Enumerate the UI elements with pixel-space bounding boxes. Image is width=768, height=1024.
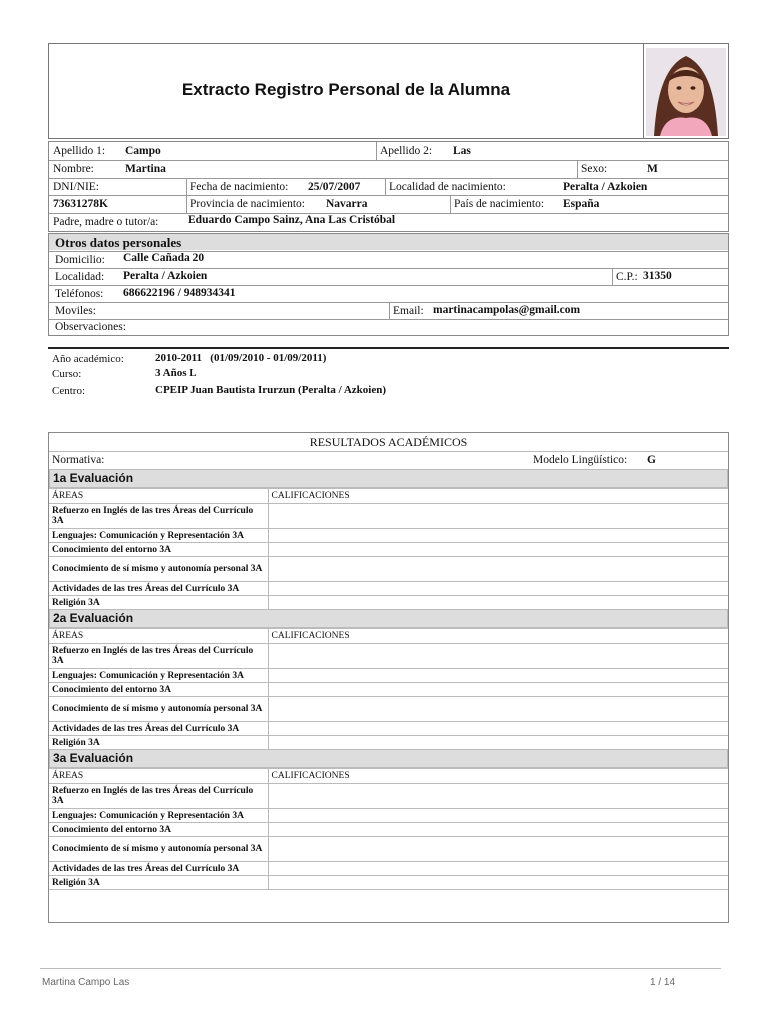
email-label: Email: xyxy=(393,305,424,317)
areas-header: ÁREAS xyxy=(49,629,268,644)
pais-label: País de nacimiento: xyxy=(454,198,545,210)
curso-label: Curso: xyxy=(52,368,82,380)
sexo-label: Sexo: xyxy=(581,163,608,175)
anio-label: Año académico: xyxy=(52,353,124,365)
footer-name: Martina Campo Las xyxy=(42,977,130,988)
table-row xyxy=(49,837,728,862)
table-row xyxy=(49,683,728,697)
cp-label: C.P.: xyxy=(616,271,638,283)
student-photo xyxy=(646,48,726,136)
sexo-value: M xyxy=(647,163,658,175)
grade-cell xyxy=(268,644,728,669)
table-row xyxy=(49,644,728,669)
eval-heading: 1a Evaluación xyxy=(49,470,728,488)
padres-value: Eduardo Campo Sainz, Ana Las Cristóbal xyxy=(188,214,396,226)
normativa-label: Normativa: xyxy=(52,454,105,466)
nombre-label: Nombre: xyxy=(53,163,94,175)
table-row xyxy=(49,529,728,543)
apellido1-label: Apellido 1: xyxy=(53,145,106,157)
areas-header: ÁREAS xyxy=(49,769,268,784)
otros-datos-box xyxy=(48,233,729,336)
apellido2-label: Apellido 2: xyxy=(380,145,433,157)
grade-cell xyxy=(268,683,728,697)
apellido2-value: Las xyxy=(453,145,471,157)
area-name: Refuerzo en Inglés de las tres Áreas del Currículo 3A xyxy=(49,784,268,809)
calificaciones-header: CALIFICACIONES xyxy=(268,629,728,644)
area-name: Conocimiento del entorno 3A xyxy=(49,823,268,837)
grade-cell xyxy=(268,557,728,582)
area-name: Conocimiento de sí mismo y autonomía personal 3A xyxy=(49,837,268,862)
area-name: Religión 3A xyxy=(49,736,268,750)
personal-data-box xyxy=(48,141,729,232)
areas-header: ÁREAS xyxy=(49,489,268,504)
provincia-label: Provincia de nacimiento: xyxy=(190,198,305,210)
area-name: Conocimiento de sí mismo y autonomía personal 3A xyxy=(49,697,268,722)
localidad-nac-value: Peralta / Azkoien xyxy=(563,181,648,193)
area-name: Conocimiento del entorno 3A xyxy=(49,543,268,557)
area-name: Religión 3A xyxy=(49,876,268,890)
observaciones-label: Observaciones: xyxy=(55,321,126,333)
telefonos-value: 686622196 / 948934341 xyxy=(123,287,236,299)
area-name: Refuerzo en Inglés de las tres Áreas del Currículo 3A xyxy=(49,644,268,669)
grade-cell xyxy=(268,736,728,750)
table-row xyxy=(49,543,728,557)
eval-heading: 3a Evaluación xyxy=(49,750,728,768)
title-box xyxy=(48,43,729,139)
grade-cell xyxy=(268,669,728,683)
telefonos-label: Teléfonos: xyxy=(55,288,104,300)
grade-cell xyxy=(268,837,728,862)
table-row xyxy=(49,669,728,683)
localidad-label: Localidad: xyxy=(55,271,105,283)
pais-value: España xyxy=(563,198,600,210)
area-name: Actividades de las tres Áreas del Currículo 3A xyxy=(49,722,268,736)
grade-cell xyxy=(268,697,728,722)
table-row xyxy=(49,582,728,596)
area-name: Religión 3A xyxy=(49,596,268,610)
domicilio-label: Domicilio: xyxy=(55,254,105,266)
grade-cell xyxy=(268,529,728,543)
grade-cell xyxy=(268,543,728,557)
grade-cell xyxy=(268,876,728,890)
modelo-label: Modelo Lingüístico: xyxy=(533,454,628,466)
area-name: Refuerzo en Inglés de las tres Áreas del Currículo 3A xyxy=(49,504,268,529)
table-row xyxy=(49,596,728,610)
area-name: Conocimiento del entorno 3A xyxy=(49,683,268,697)
anio-value: 2010-2011 (01/09/2010 - 01/09/2011) xyxy=(155,352,327,364)
eval-heading: 2a Evaluación xyxy=(49,610,728,628)
grade-cell xyxy=(268,596,728,610)
centro-value: CPEIP Juan Bautista Irurzun (Peralta / Azkoien) xyxy=(155,384,387,396)
grade-cell xyxy=(268,823,728,837)
table-row xyxy=(49,722,728,736)
moviles-label: Moviles: xyxy=(55,305,96,317)
table-row xyxy=(49,784,728,809)
dni-label: DNI/NIE: xyxy=(53,181,99,193)
localidad-nac-label: Localidad de nacimiento: xyxy=(389,181,506,193)
provincia-value: Navarra xyxy=(326,198,368,210)
cp-value: 31350 xyxy=(643,270,672,282)
grade-cell xyxy=(268,504,728,529)
padres-label: Padre, madre o tutor/a: xyxy=(53,216,159,228)
table-row xyxy=(49,809,728,823)
modelo-value: G xyxy=(647,454,656,466)
curso-value: 3 Años L xyxy=(155,367,197,379)
area-name: Lenguajes: Comunicación y Representación 3A xyxy=(49,669,268,683)
otros-datos-heading: Otros datos personales xyxy=(55,235,182,250)
grade-cell xyxy=(268,582,728,596)
apellido1-value: Campo xyxy=(125,145,161,157)
table-row xyxy=(49,736,728,750)
table-row xyxy=(49,557,728,582)
eval-table xyxy=(49,628,728,750)
area-name: Actividades de las tres Áreas del Currículo 3A xyxy=(49,862,268,876)
grade-cell xyxy=(268,809,728,823)
dni-value: 73631278K xyxy=(53,198,108,210)
section-divider xyxy=(48,347,729,349)
resultados-heading: RESULTADOS ACADÉMICOS xyxy=(49,433,728,452)
email-value: martinacampolas@gmail.com xyxy=(433,304,581,316)
table-row xyxy=(49,823,728,837)
area-name: Actividades de las tres Áreas del Currículo 3A xyxy=(49,582,268,596)
localidad-value: Peralta / Azkoien xyxy=(123,270,208,282)
fecha-label: Fecha de nacimiento: xyxy=(190,181,289,193)
resultados-box xyxy=(48,432,729,923)
table-row xyxy=(49,862,728,876)
calificaciones-header: CALIFICACIONES xyxy=(268,489,728,504)
area-name: Lenguajes: Comunicación y Representación 3A xyxy=(49,529,268,543)
calificaciones-header: CALIFICACIONES xyxy=(268,769,728,784)
eval-table xyxy=(49,488,728,610)
page-number: 1 / 14 xyxy=(650,977,676,988)
student-photo-image xyxy=(646,48,726,136)
table-row xyxy=(49,504,728,529)
area-name: Lenguajes: Comunicación y Representación 3A xyxy=(49,809,268,823)
grade-cell xyxy=(268,784,728,809)
grade-cell xyxy=(268,862,728,876)
page-title: Extracto Registro Personal de la Alumna xyxy=(181,80,511,99)
table-row xyxy=(49,697,728,722)
eval-table xyxy=(49,768,728,890)
area-name: Conocimiento de sí mismo y autonomía personal 3A xyxy=(49,557,268,582)
centro-label: Centro: xyxy=(52,385,85,397)
fecha-value: 25/07/2007 xyxy=(308,181,361,193)
grade-cell xyxy=(268,722,728,736)
nombre-value: Martina xyxy=(125,163,166,175)
domicilio-value: Calle Cañada 20 xyxy=(123,252,205,264)
table-row xyxy=(49,876,728,890)
